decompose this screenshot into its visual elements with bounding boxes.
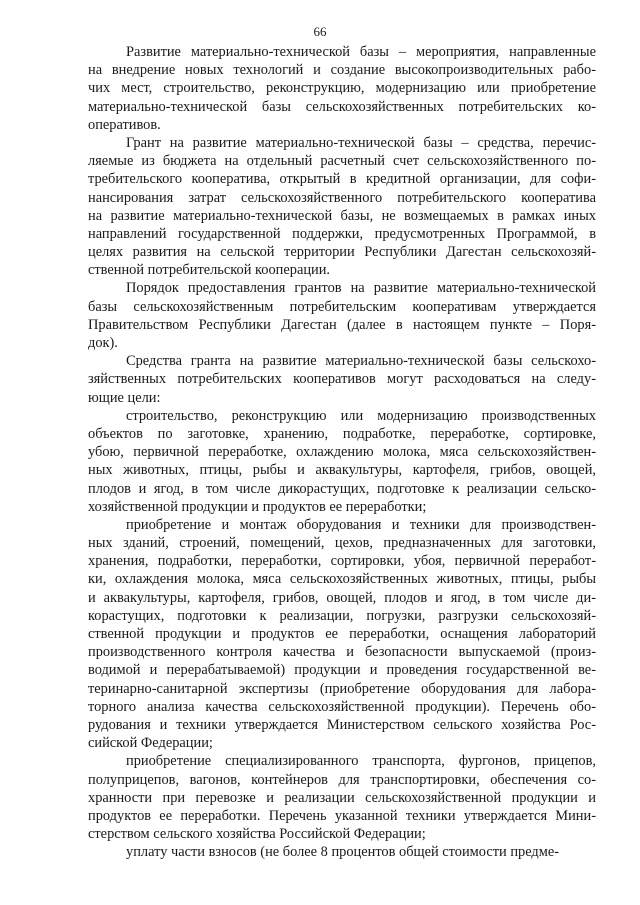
text-line: производственного контроля качества и безопасности выпускаемой (произ- bbox=[88, 644, 596, 661]
text-line: строительство, реконструкцию или модернизацию производственных bbox=[126, 407, 596, 424]
text-line: на внедрение новых технологий и создание высокопроизводительных рабо- bbox=[88, 62, 596, 79]
paragraph bbox=[88, 43, 596, 134]
text-line: плодов и ягод, в том числе дикорастущих, подготовке к реализации сельско- bbox=[88, 480, 596, 497]
text-line: ки, охлаждения молока, мяса сельскохозяйственных животных, птицы, рыбы bbox=[88, 571, 596, 588]
text-line: Развитие материально-технической базы – мероприятия, направленные bbox=[126, 44, 596, 60]
text-line: рудования и техники утверждается Министерством сельского хозяйства Рос- bbox=[88, 716, 596, 733]
document-body bbox=[88, 43, 596, 861]
text-line: зяйственных потребительских кооперативов могут расходоваться на следу- bbox=[88, 371, 596, 388]
text-line: ных зданий, строений, помещений, цехов, предназначенных для заготовки, bbox=[88, 535, 596, 552]
text-line: полуприцепов, вагонов, контейнеров для транспортировки, обеспечения со- bbox=[88, 771, 596, 788]
paragraph bbox=[88, 843, 596, 861]
text-line: водимой и перерабатываемой) продукции и проведения государственной ве- bbox=[88, 662, 596, 679]
text-line: ственной продукции и продуктов ее переработки, оснащения лабораторий bbox=[88, 626, 596, 642]
text-line: объектов по заготовке, хранению, подработке, переработке, сортировке, bbox=[88, 425, 596, 442]
text-line: теринарно-санитарной экспертизы (приобретение оборудования для лабора- bbox=[88, 680, 596, 697]
text-line: стерством сельского хозяйства Российской Федерации; bbox=[88, 826, 426, 843]
text-line: ственной потребительской кооперации. bbox=[88, 262, 331, 279]
text-line: сийской Федерации; bbox=[88, 735, 213, 752]
text-line: приобретение и монтаж оборудования и техники для производствен- bbox=[126, 516, 596, 533]
page-number: 66 bbox=[313, 24, 327, 39]
text-line: на развитие материально-технической базы, не возмещаемых в рамках иных bbox=[88, 207, 596, 224]
text-line: материально-технической базы сельскохозяйственных потребительских ко- bbox=[88, 98, 596, 115]
text-line: Правительством Республики Дагестан (далее в настоящем пункте – Поря- bbox=[88, 316, 596, 333]
paragraph bbox=[88, 134, 596, 280]
text-line: хранности при перевозке и реализации сельскохозяйственной продукции и bbox=[88, 789, 596, 806]
text-line: Средства гранта на развитие материально-технической базы сельскохо- bbox=[126, 353, 596, 370]
text-line: ных животных, птицы, рыбы и аквакультуры, картофеля, грибов, овощей, bbox=[88, 462, 596, 479]
text-line: уплату части взносов (не более 8 процентов общей стоимости предме- bbox=[126, 844, 560, 861]
paragraph bbox=[88, 407, 596, 516]
text-line: торного анализа качества сельскохозяйственной продукции). Перечень обо- bbox=[88, 698, 596, 715]
text-line: хозяйственной продукции и продуктов ее переработки; bbox=[88, 498, 427, 515]
text-line: Порядок предоставления грантов на развитие материально-технической bbox=[126, 280, 596, 297]
paragraph bbox=[88, 752, 596, 843]
text-line: корастущих, подготовки к реализации, погрузки, разгрузки сельскохозяй- bbox=[88, 607, 596, 624]
text-line: убою, первичной переработке, охлаждению молока, мяса сельскохозяйствен- bbox=[88, 444, 596, 461]
text-line: базы сельскохозяйственным потребительским кооперативам утверждается bbox=[88, 298, 596, 315]
text-line: хранения, подработки, переработки, сортировки, убоя, первичной переработ- bbox=[88, 553, 596, 570]
paragraph bbox=[88, 279, 596, 352]
text-line: целях развития на сельской территории Республики Дагестан сельскохозяй- bbox=[88, 244, 596, 261]
paragraph bbox=[88, 516, 596, 752]
text-line: направлений государственной поддержки, предусмотренных Программой, в bbox=[88, 225, 596, 242]
text-line: Грант на развитие материально-технической базы – средства, перечис- bbox=[126, 134, 596, 151]
text-line: и аквакультуры, картофеля, грибов, овощей, плодов и ягод, в том числе ди- bbox=[88, 589, 596, 606]
paragraph bbox=[88, 352, 596, 407]
text-line: ющие цели: bbox=[88, 389, 161, 406]
text-line: нансирования затрат сельскохозяйственного потребительского кооператива bbox=[88, 189, 596, 206]
text-line: чих мест, строительство, реконструкцию, модернизацию или приобретение bbox=[88, 80, 596, 97]
text-line: приобретение специализированного транспорта, фургонов, прицепов, bbox=[126, 753, 596, 770]
text-line: требительского кооператива, открытый в кредитной организации, для софи- bbox=[88, 171, 596, 188]
text-line: док). bbox=[88, 335, 118, 351]
text-line: ляемые из бюджета на отдельный расчетный счет сельскохозяйственного по- bbox=[88, 153, 596, 170]
text-line: оперативов. bbox=[88, 116, 161, 133]
text-line: продуктов ее переработки. Перечень указанной техники утверждается Мини- bbox=[88, 807, 596, 824]
